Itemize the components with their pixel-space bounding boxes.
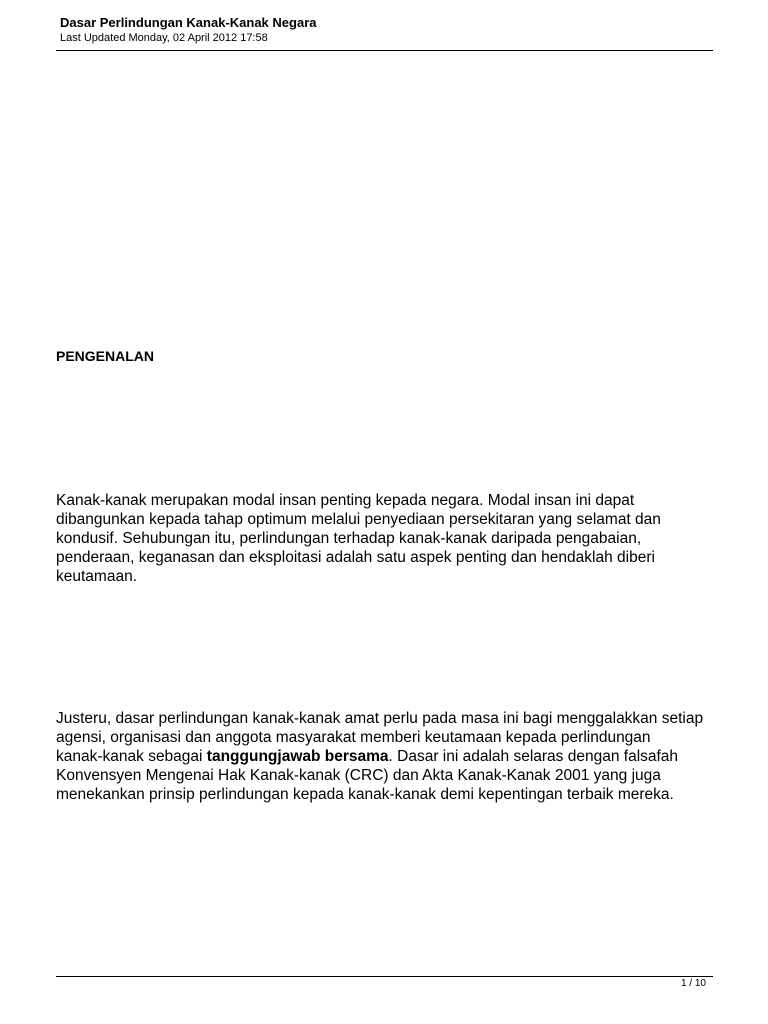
document-title: Dasar Perlindungan Kanak-Kanak Negara xyxy=(60,15,317,30)
paragraph-text: . Dasar ini adalah selaras dengan falsafah xyxy=(388,748,679,765)
paragraph-line: Justeru, dasar perlindungan kanak-kanak amat perlu pada masa ini bagi menggalakkan setiap xyxy=(56,710,704,727)
header-divider xyxy=(56,50,713,51)
paragraph-line: kondusif. Sehubungan itu, perlindungan terhadap kanak-kanak daripada pengabaian, xyxy=(56,530,642,547)
paragraph-line: keutamaan. xyxy=(56,568,137,585)
section-heading: PENGENALAN xyxy=(56,348,155,364)
last-updated-text: Last Updated Monday, 02 April 2012 17:58 xyxy=(60,32,268,44)
paragraph-line xyxy=(56,747,716,766)
paragraph-line: Kanak-kanak merupakan modal insan penting kepada negara. Modal insan ini dapat xyxy=(56,492,635,509)
paragraph-line: Konvensyen Mengenai Hak Kanak-kanak (CRC) dan Akta Kanak-Kanak 2001 yang juga xyxy=(56,767,661,784)
paragraph-line: menekankan prinsip perlindungan kepada kanak-kanak demi kepentingan terbaik mereka. xyxy=(56,786,674,803)
page-number: 1 / 10 xyxy=(680,978,706,989)
footer-divider xyxy=(56,976,713,977)
paragraph-line: agensi, organisasi dan anggota masyarakat memberi keutamaan kepada perlindungan xyxy=(56,729,651,746)
paragraph-text: kanak-kanak sebagai xyxy=(56,748,207,765)
intro-paragraph-1 xyxy=(56,491,716,586)
paragraph-line: penderaan, keganasan dan eksploitasi adalah satu aspek penting dan hendaklah diberi xyxy=(56,549,655,566)
emphasis-text: tanggungjawab bersama xyxy=(206,748,389,765)
intro-paragraph-2 xyxy=(56,709,716,804)
paragraph-line: dibangunkan kepada tahap optimum melalui penyediaan persekitaran yang selamat dan xyxy=(56,511,661,528)
